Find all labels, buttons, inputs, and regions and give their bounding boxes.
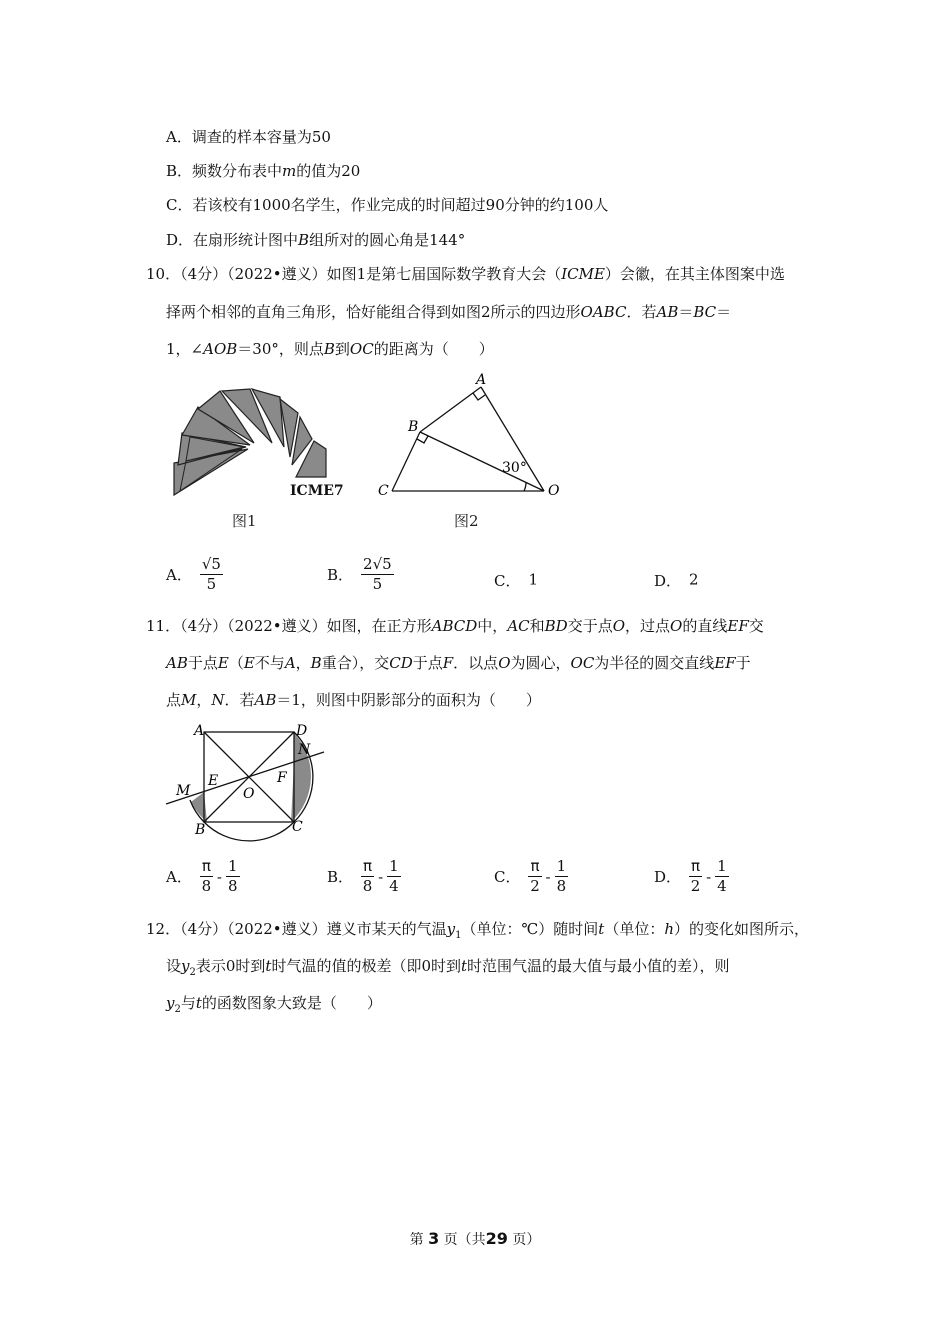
q11-e: E: [217, 654, 229, 672]
q11-text: 为半径的圆交直线: [594, 654, 715, 672]
q11-option-d-frac-2: [715, 858, 729, 895]
q11-e: E: [243, 654, 255, 672]
q10-figure-2: [372, 368, 572, 535]
q11-option-c-frac-1: [528, 858, 541, 895]
frac-den: 8: [362, 877, 373, 895]
q10-option-c: [494, 570, 538, 591]
q12-y1: y: [446, 920, 456, 938]
fig1-caption: 图1: [232, 512, 257, 530]
q11-option-b-label: B．: [327, 868, 354, 886]
footer-text: 第: [409, 1232, 424, 1248]
q11-fig-label-n: N: [298, 742, 311, 758]
q11-o: O: [670, 617, 683, 635]
q9-option-c: C．若该校有1000名学生，作业完成的时间超过90分钟的约100人: [166, 196, 609, 214]
q11-ab: AB: [166, 654, 188, 672]
q11-o: O: [612, 617, 626, 635]
footer-text: 页（共: [443, 1232, 486, 1248]
q11-option-c-frac-2: [555, 858, 569, 895]
frac-den: 8: [556, 877, 567, 895]
q11-option-d-frac-1: [689, 858, 702, 895]
page-footer: [0, 1229, 950, 1249]
q11-fig-label-d: D: [296, 723, 308, 739]
q10-line-2: [166, 302, 731, 322]
frac-den: 5: [372, 575, 383, 593]
q11-text: 点: [166, 691, 182, 709]
q11-fig-label-f: F: [277, 770, 287, 786]
q10-text: ＝30°，则点: [237, 340, 324, 358]
q12-h: h: [664, 920, 675, 938]
q10-text: 10．（4分）（2022•遵义）如图1是第七届国际数学教育大会（: [146, 265, 562, 283]
q10-text: 到: [334, 340, 350, 358]
q9-option-d-text: D．在扇形统计图中: [166, 231, 299, 249]
q11-text: 交: [748, 617, 764, 635]
q10-option-d: [654, 570, 699, 591]
q11-option-a-label: A．: [166, 868, 192, 886]
q9-option-d-rest: 组所对的圆心角是144°: [309, 231, 466, 249]
q10-option-a: [166, 556, 223, 593]
q11-text: ．若: [224, 691, 255, 709]
q10-icme: ICME: [561, 265, 605, 283]
q12-t: t: [265, 957, 272, 975]
q11-text: （: [228, 654, 244, 672]
q11-a: A: [284, 654, 296, 672]
q11-ef: EF: [714, 654, 736, 672]
q9-option-b-rest: 的值为20: [296, 162, 361, 180]
q11-line-3: [166, 690, 541, 710]
frac-num: π: [691, 857, 701, 875]
q11-fig-label-b: B: [195, 822, 206, 838]
q12-text: （单位：℃）随时间: [461, 920, 599, 938]
q12-y2-sub: 2: [189, 967, 196, 978]
minus-sign: -: [706, 867, 712, 886]
frac-den: 8: [227, 877, 238, 895]
fig2-angle-label: 30°: [502, 460, 527, 476]
q11-text: 于点: [187, 654, 218, 672]
q12-text: （单位：: [604, 920, 665, 938]
q11-line-2: [166, 653, 751, 673]
q11-fig-label-c: C: [292, 819, 303, 835]
q10-ab: AB: [656, 303, 679, 321]
q10-text: ）会徽，在其主体图案中选: [604, 265, 785, 283]
q11-b: B: [310, 654, 322, 672]
q9-option-b-text: B．频数分布表中: [166, 162, 283, 180]
q11-text: 11．（4分）（2022•遵义）如图，在正方形: [146, 617, 432, 635]
q11-text: 于: [735, 654, 751, 672]
q10-bc: BC: [693, 303, 717, 321]
frac-num: π: [201, 857, 211, 875]
q12-line-3: [166, 993, 382, 1020]
q10-oabc: OABC: [580, 303, 627, 321]
q11-option-c-label: C．: [494, 868, 521, 886]
fig2-caption: 图2: [454, 512, 479, 530]
q10-line-1: [146, 264, 785, 284]
q11-bd: BD: [544, 617, 568, 635]
q10-line-3: [166, 339, 494, 359]
q11-fig-label-o: O: [243, 786, 255, 802]
q9-option-d: [166, 230, 465, 250]
q11-option-b: [327, 858, 401, 895]
fig2-label-c: C: [378, 483, 389, 499]
q12-text: ）的变化如图所示，: [674, 920, 810, 938]
frac-num: √5: [201, 555, 221, 573]
q10-option-d-label: D．: [654, 572, 682, 590]
frac-den: 4: [717, 877, 727, 895]
q10-option-d-value: 2: [689, 570, 699, 589]
q11-option-b-frac-2: [387, 858, 401, 895]
q11-text: 不与: [254, 654, 285, 672]
q10-figure-1: [168, 385, 348, 535]
q10-option-c-value: 1: [528, 570, 539, 589]
q12-y2-sub: 2: [174, 1004, 181, 1015]
q11-option-c: [494, 858, 568, 895]
q11-ac: AC: [507, 617, 530, 635]
q9-option-b: [166, 161, 360, 181]
q11-text: ，: [196, 691, 212, 709]
footer-page-number: 3: [428, 1229, 440, 1248]
frac-den: 2: [690, 877, 701, 895]
q12-line-2: [166, 956, 730, 983]
q12-text: 表示0时到: [195, 957, 266, 975]
q10-option-b: [327, 556, 394, 593]
frac-num: 1: [227, 857, 238, 875]
frac-den: 2: [530, 877, 540, 895]
q11-fig-label-a: A: [194, 723, 205, 739]
q11-ab: AB: [254, 691, 277, 709]
q12-t: t: [461, 957, 468, 975]
q12-text: 与: [180, 994, 196, 1012]
q10-aob: AOB: [203, 340, 238, 358]
q12-text: 时气温的值的极差（即0时到: [271, 957, 461, 975]
q11-text: 的直线: [682, 617, 728, 635]
frac-den: 8: [201, 877, 212, 895]
q12-t: t: [598, 920, 605, 938]
q11-o: O: [498, 654, 511, 672]
q11-option-a-frac-2: [226, 858, 240, 895]
footer-text: 页）: [512, 1232, 541, 1248]
q11-text: ．以点: [453, 654, 499, 672]
q11-text: ＝1，则图中阴影部分的面积为（ ）: [276, 691, 541, 709]
q11-option-d: [654, 858, 729, 895]
frac-den: 4: [389, 877, 399, 895]
q12-line-1: [146, 919, 809, 946]
q11-text: 交于点: [567, 617, 613, 635]
q12-y2: y: [181, 957, 190, 975]
frac-num: π: [530, 857, 540, 875]
q10-option-a-label: A．: [166, 566, 192, 584]
q11-text: ，过点: [625, 617, 671, 635]
q9-option-d-var: B: [298, 231, 310, 249]
q11-text: 和: [529, 617, 545, 635]
q11-text: 中，: [477, 617, 508, 635]
q10-text: 1，∠: [166, 340, 204, 358]
q10-option-c-label: C．: [494, 572, 521, 590]
q11-option-a-frac-1: [200, 858, 213, 895]
frac-den: 5: [206, 575, 217, 593]
q11-figure: [160, 718, 340, 843]
fig2-label-a: A: [476, 372, 487, 388]
q11-text: 为圆心，: [510, 654, 571, 672]
q12-text: 的函数图象大致是（ ）: [201, 994, 382, 1012]
frac-num: 1: [556, 857, 567, 875]
q10-option-b-label: B．: [327, 566, 354, 584]
q11-option-a: [166, 858, 240, 895]
q10-text: ．若: [626, 303, 657, 321]
fig2-label-b: B: [408, 419, 419, 435]
q10-option-b-fraction: [361, 556, 394, 593]
q12-text: 12．（4分）（2022•遵义）遵义市某天的气温: [146, 920, 447, 938]
q10-text: 择两个相邻的直角三角形，恰好能组合得到如图2所示的四边形: [166, 303, 581, 321]
q11-text: 于点: [412, 654, 443, 672]
q11-text: 重合），交: [321, 654, 390, 672]
q10-oc: OC: [349, 340, 374, 358]
q10-text: ＝: [716, 303, 732, 321]
q11-oc: OC: [570, 654, 595, 672]
q11-fig-label-m: M: [176, 783, 191, 799]
q11-option-d-label: D．: [654, 868, 682, 886]
minus-sign: -: [216, 867, 222, 886]
q11-ef: EF: [727, 617, 749, 635]
frac-num: 1: [717, 857, 727, 875]
q10-option-a-fraction: [200, 556, 223, 593]
q12-t: t: [195, 994, 202, 1012]
minus-sign: -: [545, 867, 551, 886]
icme-logo-text: ICME7: [290, 483, 344, 499]
q12-text: 设: [166, 957, 182, 975]
q11-option-b-frac-1: [361, 858, 374, 895]
q12-y2: y: [166, 994, 175, 1012]
q11-fig-label-e: E: [208, 773, 219, 789]
q12-text: 时范围气温的最大值与最小值的差），则: [467, 957, 730, 975]
frac-num: 1: [389, 857, 399, 875]
q10-b: B: [323, 340, 335, 358]
frac-num: π: [363, 857, 373, 875]
q11-n: N: [211, 691, 225, 709]
q11-line-1: [146, 616, 764, 636]
q11-text: ，: [295, 654, 311, 672]
q10-text: ＝: [678, 303, 694, 321]
q12-y1-sub: 1: [455, 930, 462, 941]
q9-option-b-var: m: [282, 162, 297, 180]
minus-sign: -: [378, 867, 384, 886]
q11-f: F: [442, 654, 454, 672]
fig2-label-o: O: [548, 483, 560, 499]
frac-num: 2√5: [363, 555, 392, 573]
q9-option-a: A．调查的样本容量为50: [166, 128, 331, 146]
footer-total-pages: 29: [485, 1229, 508, 1248]
q10-text: 的距离为（ ）: [373, 340, 494, 358]
q11-m: M: [181, 691, 197, 709]
q11-cd: CD: [389, 654, 413, 672]
q11-abcd: ABCD: [431, 617, 478, 635]
